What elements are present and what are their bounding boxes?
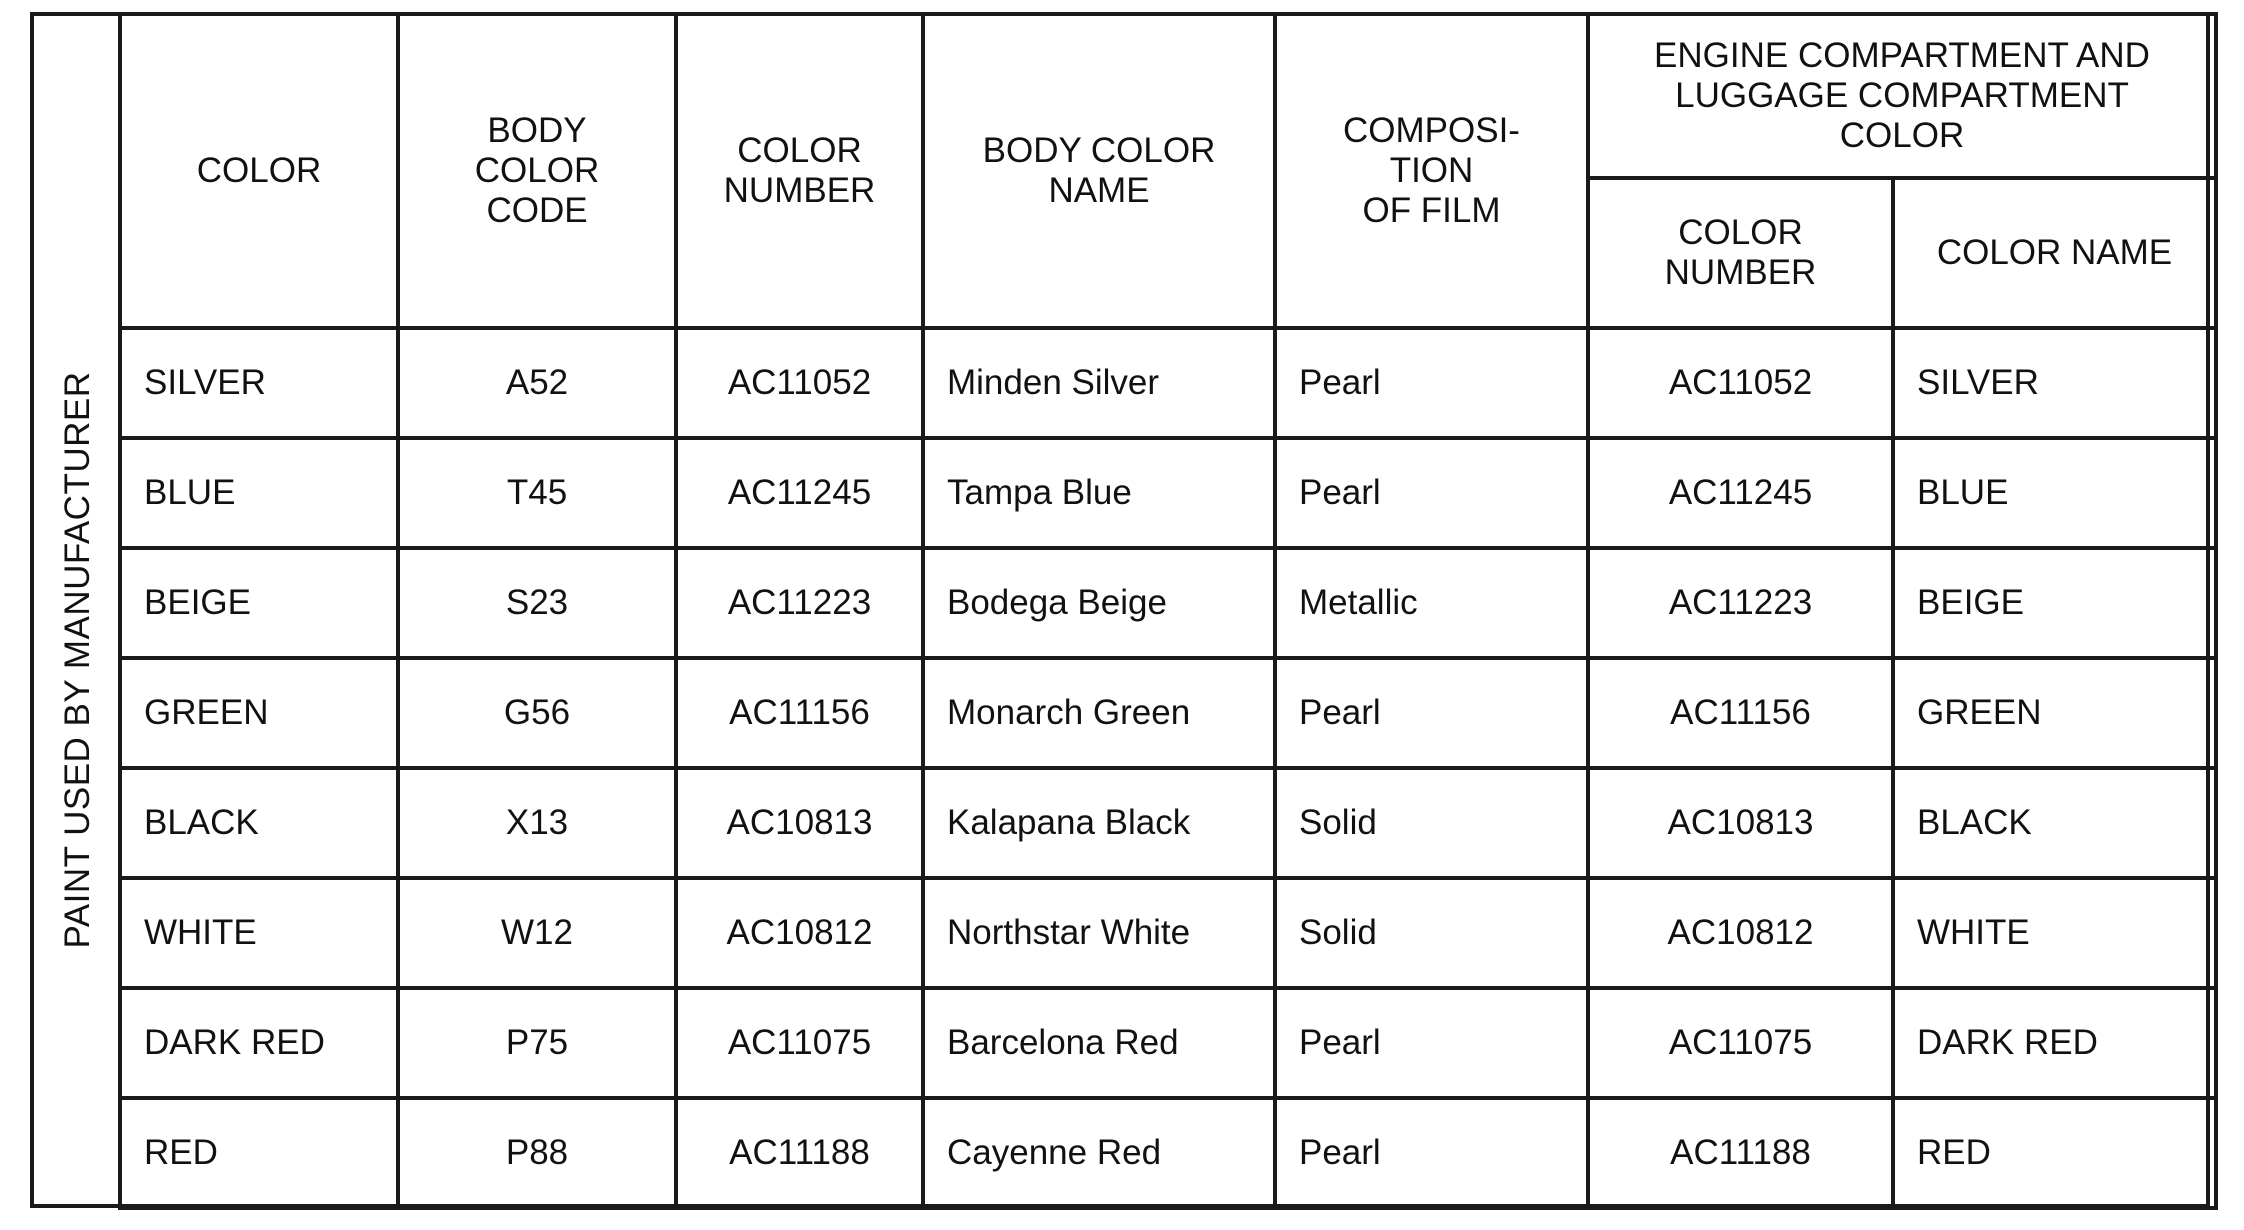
paint-color-table: [118, 12, 2218, 1210]
table-row: [120, 438, 2216, 548]
cell-color-number: AC11052: [676, 328, 923, 438]
header-row-1: [120, 14, 2216, 178]
cell-composition-of-film: Pearl: [1275, 438, 1588, 548]
cell-composition-of-film: Solid: [1275, 878, 1588, 988]
cell-color: BLACK: [120, 768, 398, 878]
cell-body-color-name: Northstar White: [923, 878, 1275, 988]
cell-engine-color-name: SILVER: [1893, 328, 2216, 438]
cell-body-color-code: W12: [398, 878, 676, 988]
header-body-color-name: BODY COLOR NAME: [923, 14, 1275, 328]
cell-body-color-name: Tampa Blue: [923, 438, 1275, 548]
cell-engine-color-number: AC10812: [1588, 878, 1893, 988]
header-engine-color-name: COLOR NAME: [1893, 178, 2216, 328]
cell-engine-color-number: AC11188: [1588, 1098, 1893, 1208]
table-row: [120, 658, 2216, 768]
cell-engine-color-number: AC11223: [1588, 548, 1893, 658]
table-row: [120, 328, 2216, 438]
cell-engine-color-name: WHITE: [1893, 878, 2216, 988]
cell-color-number: AC10813: [676, 768, 923, 878]
table-row: [120, 878, 2216, 988]
header-color: COLOR: [120, 14, 398, 328]
cell-color: BEIGE: [120, 548, 398, 658]
cell-composition-of-film: Metallic: [1275, 548, 1588, 658]
cell-body-color-code: A52: [398, 328, 676, 438]
cell-composition-of-film: Pearl: [1275, 988, 1588, 1098]
cell-body-color-name: Monarch Green: [923, 658, 1275, 768]
header-engine-color-number: COLOR NUMBER: [1588, 178, 1893, 328]
table-row: [120, 548, 2216, 658]
cell-body-color-code: G56: [398, 658, 676, 768]
side-label: PAINT USED BY MANUFACTURER: [58, 371, 97, 949]
cell-color: DARK RED: [120, 988, 398, 1098]
cell-engine-color-name: BLUE: [1893, 438, 2216, 548]
header-body-color-code: BODY COLOR CODE: [398, 14, 676, 328]
cell-color-number: AC11223: [676, 548, 923, 658]
cell-color: SILVER: [120, 328, 398, 438]
cell-body-color-name: Kalapana Black: [923, 768, 1275, 878]
table-row: [120, 1098, 2216, 1208]
side-band: [34, 16, 122, 1204]
header-color-number: COLOR NUMBER: [676, 14, 923, 328]
cell-composition-of-film: Solid: [1275, 768, 1588, 878]
table-body: [120, 328, 2216, 1208]
cell-engine-color-number: AC11245: [1588, 438, 1893, 548]
cell-body-color-name: Cayenne Red: [923, 1098, 1275, 1208]
cell-engine-color-name: BEIGE: [1893, 548, 2216, 658]
cell-composition-of-film: Pearl: [1275, 328, 1588, 438]
paint-table-frame: [30, 12, 2210, 1208]
cell-engine-color-number: AC11156: [1588, 658, 1893, 768]
cell-body-color-code: P88: [398, 1098, 676, 1208]
cell-engine-color-number: AC11075: [1588, 988, 1893, 1098]
cell-color-number: AC11075: [676, 988, 923, 1098]
cell-engine-color-number: AC10813: [1588, 768, 1893, 878]
cell-color: RED: [120, 1098, 398, 1208]
cell-engine-color-name: GREEN: [1893, 658, 2216, 768]
cell-engine-color-number: AC11052: [1588, 328, 1893, 438]
header-engine-group: ENGINE COMPARTMENT AND LUGGAGE COMPARTMENT COLOR: [1588, 14, 2216, 178]
cell-color-number: AC11245: [676, 438, 923, 548]
cell-engine-color-name: RED: [1893, 1098, 2216, 1208]
cell-engine-color-name: BLACK: [1893, 768, 2216, 878]
cell-body-color-code: X13: [398, 768, 676, 878]
cell-body-color-code: P75: [398, 988, 676, 1098]
cell-composition-of-film: Pearl: [1275, 658, 1588, 768]
cell-body-color-name: Bodega Beige: [923, 548, 1275, 658]
cell-color: WHITE: [120, 878, 398, 988]
cell-body-color-code: T45: [398, 438, 676, 548]
cell-body-color-code: S23: [398, 548, 676, 658]
cell-color-number: AC11156: [676, 658, 923, 768]
cell-color: GREEN: [120, 658, 398, 768]
table-row: [120, 768, 2216, 878]
cell-color-number: AC10812: [676, 878, 923, 988]
header-composition-of-film: COMPOSI- TION OF FILM: [1275, 14, 1588, 328]
cell-engine-color-name: DARK RED: [1893, 988, 2216, 1098]
table-row: [120, 988, 2216, 1098]
cell-composition-of-film: Pearl: [1275, 1098, 1588, 1208]
cell-color: BLUE: [120, 438, 398, 548]
cell-body-color-name: Barcelona Red: [923, 988, 1275, 1098]
cell-color-number: AC11188: [676, 1098, 923, 1208]
cell-body-color-name: Minden Silver: [923, 328, 1275, 438]
